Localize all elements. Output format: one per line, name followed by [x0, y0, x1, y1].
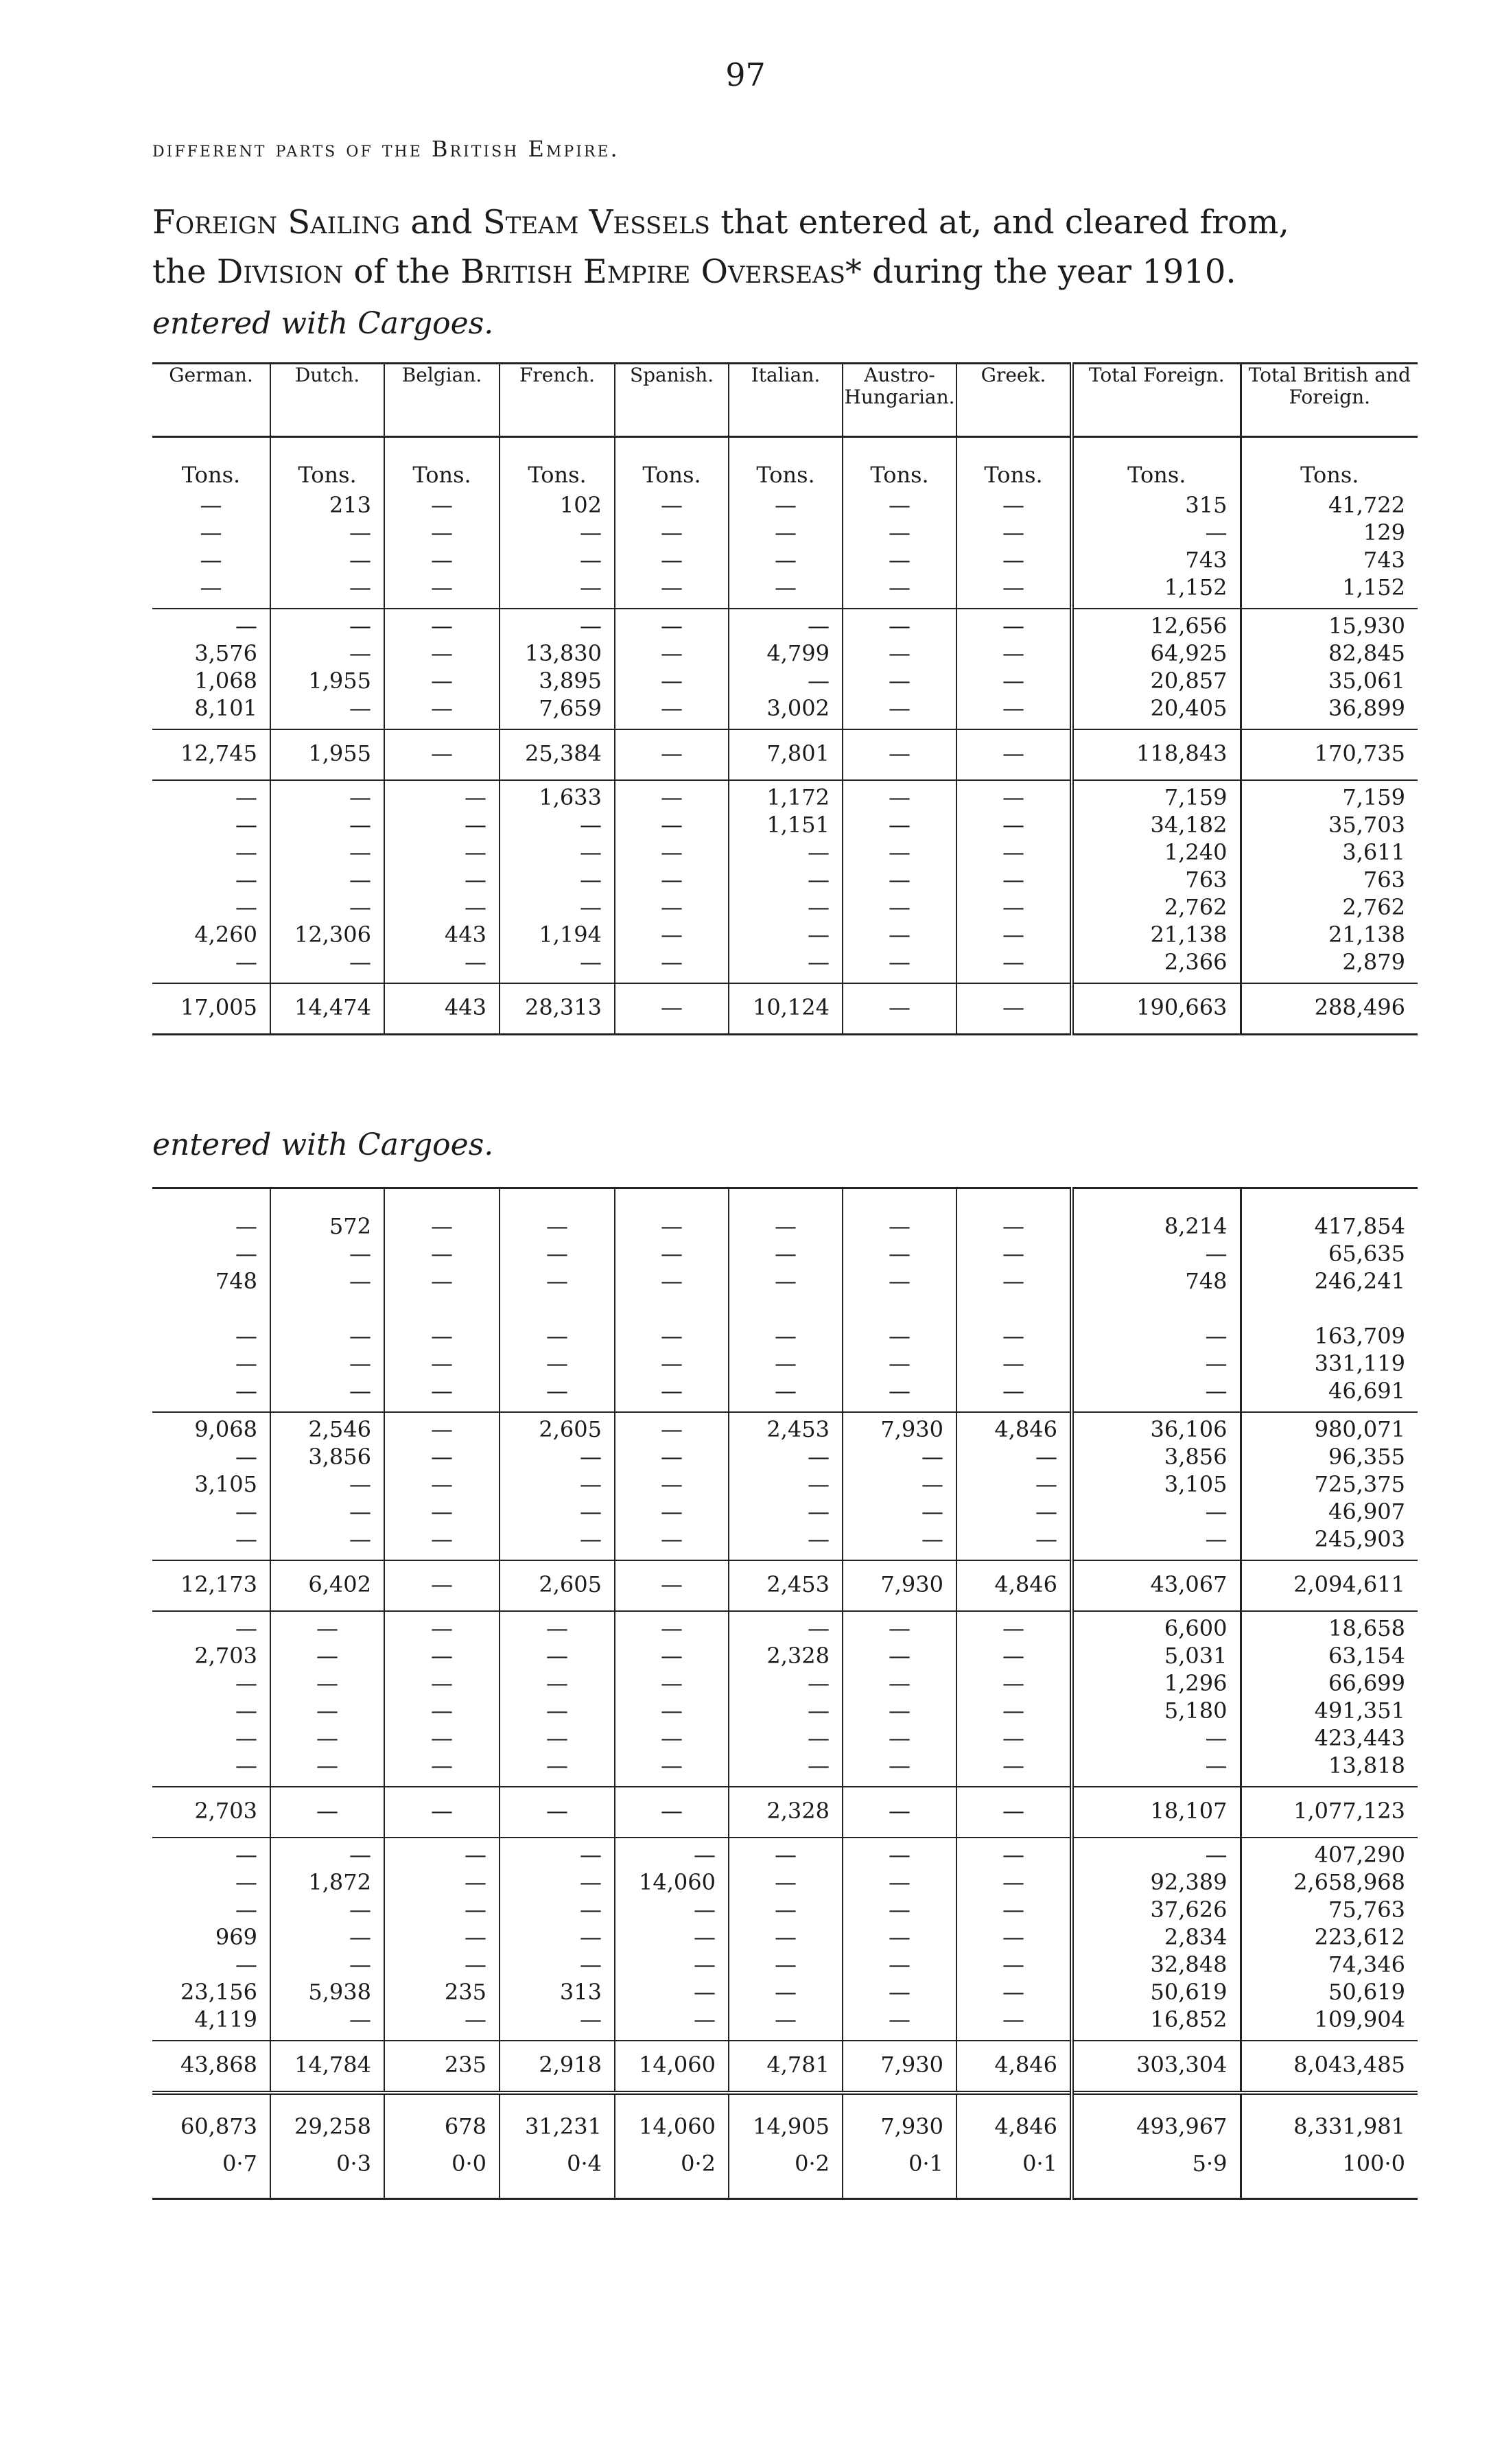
table-row: [152, 1611, 1418, 1787]
units-row: [152, 437, 1418, 489]
table-cell: —: [500, 1787, 615, 1838]
table-cell: 12,173: [152, 1560, 270, 1611]
table-cell: — 1,872 — — — 5,938 —: [270, 1838, 384, 2041]
table-cell: 6,600 5,031 1,296 5,180 — —: [1072, 1611, 1241, 1787]
table-cell: — — 1,955 —: [270, 609, 384, 729]
table-cell: 2,453 — — — —: [729, 1412, 843, 1560]
table-cell: 2,605: [500, 1560, 615, 1611]
subtotal-row: [152, 1560, 1418, 1611]
table-cell: —: [615, 1560, 729, 1611]
table-cell: — 2,328 — — — —: [729, 1611, 843, 1787]
table-cell: 25,384: [500, 729, 615, 780]
table-cell: 12,656 64,925 20,857 20,405: [1072, 609, 1241, 729]
table-cell: 2,605 — — — —: [500, 1412, 615, 1560]
table-caption: [152, 198, 1319, 296]
table-cell: — 4,799 — 3,002: [729, 609, 843, 729]
table-cell: —: [843, 983, 956, 1035]
unit-label: Tons.: [843, 437, 956, 489]
table-cell: 315 — 743 1,152: [1072, 489, 1241, 609]
table-row: [152, 1188, 1418, 1413]
table-cell: — — — —: [729, 489, 843, 609]
table-cell: — — — — — —: [956, 1188, 1072, 1413]
grand-total-row: [152, 2093, 1418, 2140]
table-cell: 18,107: [1072, 1787, 1241, 1838]
table-cell: 417,854 65,635 246,241 163,709 331,119 46,691: [1241, 1188, 1418, 1413]
unit-label: Tons.: [1241, 437, 1418, 489]
table-cell: 43,868: [152, 2041, 270, 2093]
table-cell: 118,843: [1072, 729, 1241, 780]
table-cell: 407,290 2,658,968 75,763 223,612 74,346 50,619 109,904: [1241, 1838, 1418, 2041]
table-cell: — 92,389 37,626 2,834 32,848 50,619 16,852: [1072, 1838, 1241, 2041]
unit-label: Tons.: [500, 437, 615, 489]
table-cell: 572 — — — — —: [270, 1188, 384, 1413]
table-cell: 980,071 96,355 725,375 46,907 245,903: [1241, 1412, 1418, 1560]
table-cell: 17,005: [152, 983, 270, 1035]
table-cell: —: [384, 1787, 500, 1838]
table-cell: 14,060: [615, 2041, 729, 2093]
table-cell: — — — — — —: [843, 1611, 956, 1787]
table-cell: — — — — — —: [384, 1611, 500, 1787]
table-cell: 7,930: [843, 2093, 956, 2140]
table-cell: — — — — — — —: [615, 780, 729, 983]
subtotal-row: [152, 729, 1418, 780]
table-cell: 100·0: [1241, 2140, 1418, 2199]
table-cell: 7,930: [843, 1560, 956, 1611]
table-cell: 14,905: [729, 2093, 843, 2140]
table-cell: 443: [384, 983, 500, 1035]
table-cell: 303,304: [1072, 2041, 1241, 2093]
table-cell: —: [270, 1787, 384, 1838]
table-cell: — — — — — 4,260 —: [152, 780, 270, 983]
table-cell: — — — —: [384, 609, 500, 729]
table-cell: — — — — — —: [500, 1188, 615, 1413]
table-cell: 7,159 35,703 3,611 763 2,762 21,138 2,879: [1241, 780, 1418, 983]
table-cell: — — — — — 12,306 —: [270, 780, 384, 983]
table-cell: — — — — — — —: [843, 1838, 956, 2041]
column-header: Total British and Foreign.: [1241, 364, 1418, 437]
table-cell: 8,214 — 748 — — —: [1072, 1188, 1241, 1413]
percentage-row: [152, 2140, 1418, 2199]
table-cell: — — — — — —: [384, 1188, 500, 1413]
table-cell: 14,060: [615, 2093, 729, 2140]
table-cell: 170,735: [1241, 729, 1418, 780]
table-cell: 493,967: [1072, 2093, 1241, 2140]
table-cell: — — 748 — — —: [215, 1213, 257, 1404]
unit-label: Tons.: [181, 462, 241, 488]
table-cell: — 14,060 — — — — —: [615, 1838, 729, 2041]
table-row: [152, 609, 1418, 729]
table-cell: 4,846: [956, 2041, 1072, 2093]
table-cell: —: [956, 983, 1072, 1035]
table-cell: 678: [384, 2093, 500, 2140]
table-cell: 43,067: [1072, 1560, 1241, 1611]
table-cell: 213 — — —: [270, 489, 384, 609]
column-header: Italian.: [729, 364, 843, 437]
caption-part: Foreign Sailing: [152, 203, 400, 242]
table-cell: 29,258: [270, 2093, 384, 2140]
table-cell: 9,068 — 3,105 — —: [152, 1412, 270, 1560]
table-cell: 1,172 1,151 — — — — —: [729, 780, 843, 983]
table-cell: 8,331,981: [1241, 2093, 1418, 2140]
table-cell: 235: [384, 2041, 500, 2093]
column-header-row: [152, 364, 1418, 437]
sub-heading-lower: entered with Cargoes.: [152, 1127, 494, 1162]
table-cell: — 3,576 1,068 8,101: [152, 609, 270, 729]
table-cell: 288,496: [1241, 983, 1418, 1035]
unit-label: Tons.: [270, 437, 384, 489]
table-cell: 4,781: [729, 2041, 843, 2093]
table-cell: 7,930 — — — —: [843, 1412, 956, 1560]
table-cell: 41,722 129 743 1,152: [1241, 489, 1418, 609]
table-cell: —: [956, 729, 1072, 780]
table-cell: 4,846 — — — —: [956, 1412, 1072, 1560]
table-cell: —: [384, 1560, 500, 1611]
table-cell: — 2,703 — — — —: [152, 1611, 270, 1787]
unit-label: Tons.: [1072, 437, 1241, 489]
table-cell: 102 — — —: [500, 489, 615, 609]
table-cell: 36,106 3,856 3,105 — —: [1072, 1412, 1241, 1560]
table-cell: 2,546 3,856 — — —: [270, 1412, 384, 1560]
table-cell: 0·0: [384, 2140, 500, 2199]
table-cell: 4,846: [956, 2093, 1072, 2140]
table-cell: — — — —: [200, 492, 222, 600]
table-cell: 31,231: [500, 2093, 615, 2140]
table-cell: 0·2: [615, 2140, 729, 2199]
table-row: [152, 780, 1418, 983]
subtotal-row: [152, 1787, 1418, 1838]
table-cell: 7,159 34,182 1,240 763 2,762 21,138 2,366: [1072, 780, 1241, 983]
table-cell: — — — — — —: [500, 1611, 615, 1787]
sub-heading-upper: entered with Cargoes.: [152, 306, 494, 341]
subtotal-row: [152, 983, 1418, 1035]
table-cell: 8,043,485: [1241, 2041, 1418, 2093]
table-cell: —: [615, 1787, 729, 1838]
table-cell: 1,633 — — — — 1,194 —: [500, 780, 615, 983]
table-cell: — — — 969 — 23,156 4,119: [152, 1838, 270, 2041]
table-cell: 0·7: [222, 2150, 257, 2176]
table-cell: 0·1: [843, 2140, 956, 2199]
subtotal-row: [152, 2041, 1418, 2093]
table-cell: — — — — —: [384, 1412, 500, 1560]
table-cell: —: [843, 729, 956, 780]
table-cell: —: [956, 1787, 1072, 1838]
caption-part: and: [399, 203, 483, 242]
table-cell: 4,846: [956, 1560, 1072, 1611]
table-cell: 2,453: [729, 1560, 843, 1611]
table-cell: — — — — —: [615, 1412, 729, 1560]
upper-table: [152, 362, 1418, 1035]
table-cell: 5·9: [1072, 2140, 1241, 2199]
unit-label: Tons.: [615, 437, 729, 489]
table-cell: 2,094,611: [1241, 1560, 1418, 1611]
table-cell: 0·1: [956, 2140, 1072, 2199]
table-cell: 190,663: [1072, 983, 1241, 1035]
table-row: [152, 489, 1418, 609]
caption-part: Division: [216, 253, 344, 291]
table-cell: — — — — — — —: [956, 780, 1072, 983]
table-cell: 1,955: [270, 729, 384, 780]
column-header: French.: [500, 364, 615, 437]
table-cell: 15,930 82,845 35,061 36,899: [1241, 609, 1418, 729]
table-cell: — — — — — 235 —: [384, 1838, 500, 2041]
caption-part: that entered at, and cleared from, the: [152, 203, 1289, 291]
table-cell: — — — — — —: [956, 1611, 1072, 1787]
column-header: German.: [152, 364, 270, 437]
table-cell: 10,124: [729, 983, 843, 1035]
table-cell: — — — —: [615, 609, 729, 729]
table-cell: 7,801: [729, 729, 843, 780]
table-cell: 2,328: [729, 1787, 843, 1838]
table-cell: 60,873: [152, 2093, 270, 2140]
table-cell: 14,784: [270, 2041, 384, 2093]
caption-part: British Empire Overseas: [460, 253, 845, 291]
table-cell: 14,474: [270, 983, 384, 1035]
table-cell: — — — — — —: [843, 1188, 956, 1413]
column-header: Spanish.: [615, 364, 729, 437]
table-cell: — — — —: [956, 489, 1072, 609]
table-cell: — — — — — —: [729, 1188, 843, 1413]
table-row: [152, 1838, 1418, 2041]
table-cell: — — — — — 443 —: [384, 780, 500, 983]
table-cell: — — — — — —: [615, 1188, 729, 1413]
caption-part: of the: [343, 253, 461, 291]
table-cell: — — — —: [843, 489, 956, 609]
table-cell: — — — —: [384, 489, 500, 609]
table-cell: —: [843, 1787, 956, 1838]
table-row: [152, 1412, 1418, 1560]
table-cell: — — — — — — —: [843, 780, 956, 983]
column-header: Belgian.: [384, 364, 500, 437]
table-cell: — 13,830 3,895 7,659: [500, 609, 615, 729]
table-cell: 7,930: [843, 2041, 956, 2093]
caption-part: * during the year 1910.: [845, 253, 1236, 291]
table-cell: 2,918: [500, 2041, 615, 2093]
table-cell: — — — — — —: [270, 1611, 384, 1787]
table-cell: — — — — — 313 —: [500, 1838, 615, 2041]
unit-label: Tons.: [956, 437, 1072, 489]
unit-label: Tons.: [729, 437, 843, 489]
table-cell: 0·4: [500, 2140, 615, 2199]
table-cell: — — — —: [843, 609, 956, 729]
table-cell: 28,313: [500, 983, 615, 1035]
column-header: Total Foreign.: [1072, 364, 1241, 437]
table-cell: — — — — — — —: [956, 1838, 1072, 2041]
table-cell: — — — — — —: [615, 1611, 729, 1787]
table-cell: — — — — — — —: [729, 1838, 843, 2041]
table-cell: —: [615, 729, 729, 780]
table-cell: 6,402: [270, 1560, 384, 1611]
column-header: Greek.: [956, 364, 1072, 437]
column-header: Dutch.: [270, 364, 384, 437]
table-cell: 0·2: [729, 2140, 843, 2199]
page-number: 97: [725, 56, 766, 93]
table-cell: — — — —: [615, 489, 729, 609]
table-cell: 0·3: [270, 2140, 384, 2199]
running-head: different parts of the British Empire.: [152, 136, 620, 162]
table-cell: 1,077,123: [1241, 1787, 1418, 1838]
lower-table: [152, 1187, 1418, 2200]
table-cell: 12,745: [152, 729, 270, 780]
caption-part: Steam Vessels: [482, 203, 710, 242]
table-cell: 18,658 63,154 66,699 491,351 423,443 13,818: [1241, 1611, 1418, 1787]
table-cell: —: [384, 729, 500, 780]
unit-label: Tons.: [384, 437, 500, 489]
table-cell: —: [615, 983, 729, 1035]
table-cell: 2,703: [152, 1787, 270, 1838]
column-header: Austro-Hungarian.: [843, 364, 956, 437]
table-cell: — — — —: [956, 609, 1072, 729]
